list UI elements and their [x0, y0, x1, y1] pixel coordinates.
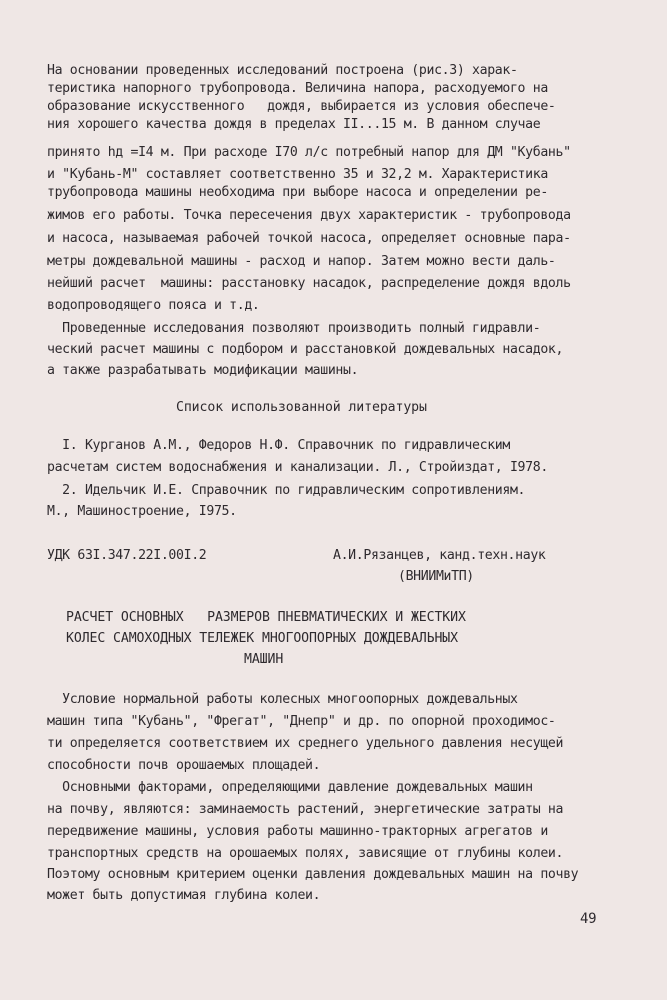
reference-line: 2. Идельчик И.Е. Справочник по гидравлическим сопротивлениям.: [47, 483, 526, 498]
udk-code: УДК 63I.347.22I.00I.2: [47, 548, 207, 563]
article-title-line: МАШИН: [244, 652, 284, 667]
reference-line: I. Курганов А.М., Федоров Н.Ф. Справочник по гидравлическим: [47, 438, 510, 453]
text-line: жимов его работы. Точка пересечения двух характеристик - трубопровода: [47, 208, 571, 223]
text-line: трубопровода машины необходима при выборе насоса и определении ре-: [47, 185, 548, 200]
text-line: нейший расчет машины: расстановку насадок, распределение дождя вдоль: [47, 276, 571, 291]
reference-line: М., Машиностроение, I975.: [47, 504, 237, 519]
text-line: может быть допустимая глубина колеи.: [47, 888, 321, 903]
page-number: 49: [580, 911, 597, 927]
text-line: передвижение машины, условия работы машинно-тракторных агрегатов и: [47, 824, 548, 839]
text-line: образование искусственного дождя, выбирается из условия обеспече-: [47, 99, 556, 114]
text-line: водопроводящего пояса и т.д.: [47, 298, 260, 313]
text-line: а также разрабатывать модификации машины.: [47, 363, 359, 378]
text-line: Поэтому основным критерием оценки давления дождевальных машин на почву: [47, 867, 579, 882]
institution: (ВНИИМиТП): [398, 569, 474, 584]
text-line: и насоса, называемая рабочей точкой насоса, определяет основные пара-: [47, 231, 571, 246]
text-line: Основными факторами, определяющими давление дождевальных машин: [47, 780, 533, 795]
reference-line: расчетам систем водоснабжения и канализации. Л., Стройиздат, I978.: [47, 460, 548, 475]
text-line: Условие нормальной работы колесных многоопорных дождевальных: [47, 692, 518, 707]
text-line: и "Кубань-М" составляет соответственно 35 и 32,2 м. Характеристика: [47, 167, 548, 182]
text-line: На основании проведенных исследований построена (рис.3) харак-: [47, 63, 518, 78]
text-line: ти определяется соответствием их среднего удельного давления несущей: [47, 736, 564, 751]
text-line: машин типа "Кубань", "Фрегат", "Днепр" и др. по опорной проходимос-: [47, 714, 556, 729]
text-line: метры дождевальной машины - расход и напор. Затем можно вести даль-: [47, 254, 556, 269]
text-line: ческий расчет машины с подбором и расстановкой дождевальных насадок,: [47, 342, 564, 357]
text-line: принято hд =I4 м. При расходе I70 л/с потребный напор для ДМ "Кубань": [47, 145, 571, 160]
text-line: Проведенные исследования позволяют производить полный гидравли-: [47, 321, 541, 336]
article-title-line: КОЛЕС САМОХОДНЫХ ТЕЛЕЖЕК МНОГООПОРНЫХ ДОЖДЕВАЛЬНЫХ: [66, 631, 458, 646]
text-line: ния хорошего качества дождя в пределах II...15 м. В данном случае: [47, 117, 541, 132]
text-line: на почву, являются: заминаемость растений, энергетические затраты на: [47, 802, 564, 817]
text-line: теристика напорного трубопровода. Величина напора, расходуемого на: [47, 81, 548, 96]
text-line: транспортных средств на орошаемых полях, зависящие от глубины колеи.: [47, 846, 564, 861]
article-title-line: РАСЧЕТ ОСНОВНЫХ РАЗМЕРОВ ПНЕВМАТИЧЕСКИХ И ЖЕСТКИХ: [66, 610, 466, 625]
text-line: способности почв орошаемых площадей.: [47, 758, 321, 773]
references-title: Список использованной литературы: [176, 400, 427, 415]
author-line: А.И.Рязанцев, канд.техн.наук: [333, 548, 546, 563]
